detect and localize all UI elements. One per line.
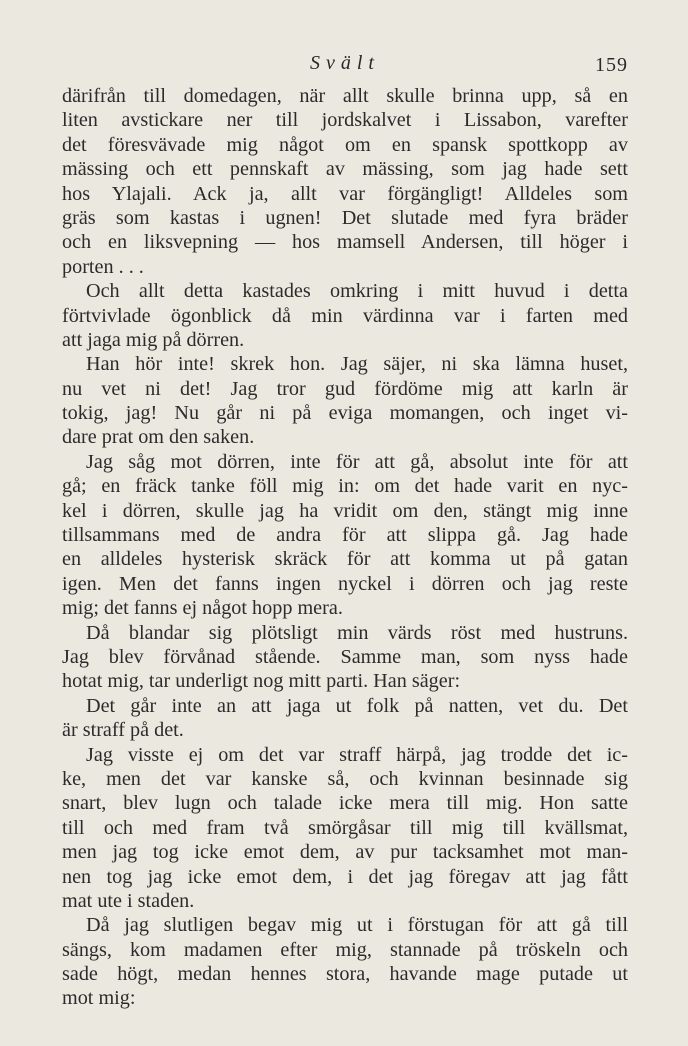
text-line: liten avstickare ner till jordskalvet i Lissabon, varefter <box>62 109 628 132</box>
text-line: Det går inte an att jaga ut folk på natten, vet du. Det <box>86 694 628 717</box>
text-line: är straff på det. <box>62 719 184 742</box>
text-line: nen tog jag icke emot dem, i det jag föregav att jag fått <box>62 865 628 888</box>
text-line: sängs, kom madamen efter mig, stannade på tröskeln och <box>62 938 628 961</box>
text-line: mot mig: <box>62 987 136 1010</box>
text-line: hos Ylajali. Ack ja, allt var förgängligt! Alldeles som <box>62 182 628 205</box>
text-line: Han hör inte! skrek hon. Jag säjer, ni ska lämna huset, <box>86 353 628 376</box>
text-line: mässing och ett pennskaft av mässing, som jag hade sett <box>62 158 628 181</box>
text-line: Jag såg mot dörren, inte för att gå, absolut inte för att <box>86 450 628 473</box>
text-line: därifrån till domedagen, när allt skulle brinna upp, så en <box>62 85 628 107</box>
text-line: dare prat om den saken. <box>62 426 255 449</box>
text-line: Då jag slutligen begav mig ut i förstugan för att gå till <box>86 914 628 937</box>
text-line: ke, men det var kanske så, och kvinnan besinnade sig <box>62 767 628 790</box>
text-line: det föresvävade mig något om en spansk spottkopp av <box>62 133 628 156</box>
text-line: hotat mig, tar underligt nog mitt parti. Han säger: <box>62 670 461 693</box>
text-line: Och allt detta kastades omkring i mitt huvud i detta <box>86 280 628 303</box>
running-head <box>62 52 628 80</box>
text-line: igen. Men det fanns ingen nyckel i dörren och jag reste <box>62 572 628 595</box>
text-line: Jag blev förvånad stående. Samme man, som nyss hade <box>62 645 628 668</box>
text-line: porten . . . <box>62 255 144 278</box>
text-line: sade högt, medan hennes stora, havande mage putade ut <box>62 963 628 986</box>
text-line: en alldeles hysterisk skräck för att komma ut på gatan <box>62 548 628 571</box>
text-line: Då blandar sig plötsligt min värds röst med hustruns. <box>86 621 628 644</box>
text-line: till och med fram två smörgåsar till mig till kvällsmat, <box>62 816 628 839</box>
text-line: nu vet ni det! Jag tror gud fördöme mig att karln är <box>62 377 628 400</box>
text-line: gräs som kastas i ugnen! Det slutade med fyra bräder <box>62 206 628 229</box>
text-line: men jag tog icke emot dem, av pur tacksamhet mot man- <box>62 841 628 864</box>
text-line: och en liksvepning — hos mamsell Andersen, till höger i <box>62 231 628 254</box>
text-line: tokig, jag! Nu går ni på eviga momangen, och inget vi- <box>62 402 628 425</box>
text-line: förtvivlade ögonblick då min värdinna var i farten med <box>62 304 628 327</box>
text-line: snart, blev lugn och talade icke mera till mig. Hon satte <box>62 792 628 815</box>
text-line: Jag visste ej om det var straff härpå, jag trodde det ic- <box>86 743 628 766</box>
text-line: mat ute i staden. <box>62 889 195 912</box>
text-line: gå; en fräck tanke föll mig in: om det hade varit en nyc- <box>62 475 628 498</box>
text-line: kel i dörren, skulle jag ha vridit om den, stängt mig inne <box>62 499 628 522</box>
text-line: mig; det fanns ej något hopp mera. <box>62 597 343 620</box>
chapter-title: Svält <box>310 52 380 74</box>
body-text <box>62 84 628 1011</box>
text-line: att jaga mig på dörren. <box>62 328 245 351</box>
text-line: tillsammans med de andra för att slippa gå. Jag hade <box>62 524 628 547</box>
page-number: 159 <box>595 54 628 76</box>
